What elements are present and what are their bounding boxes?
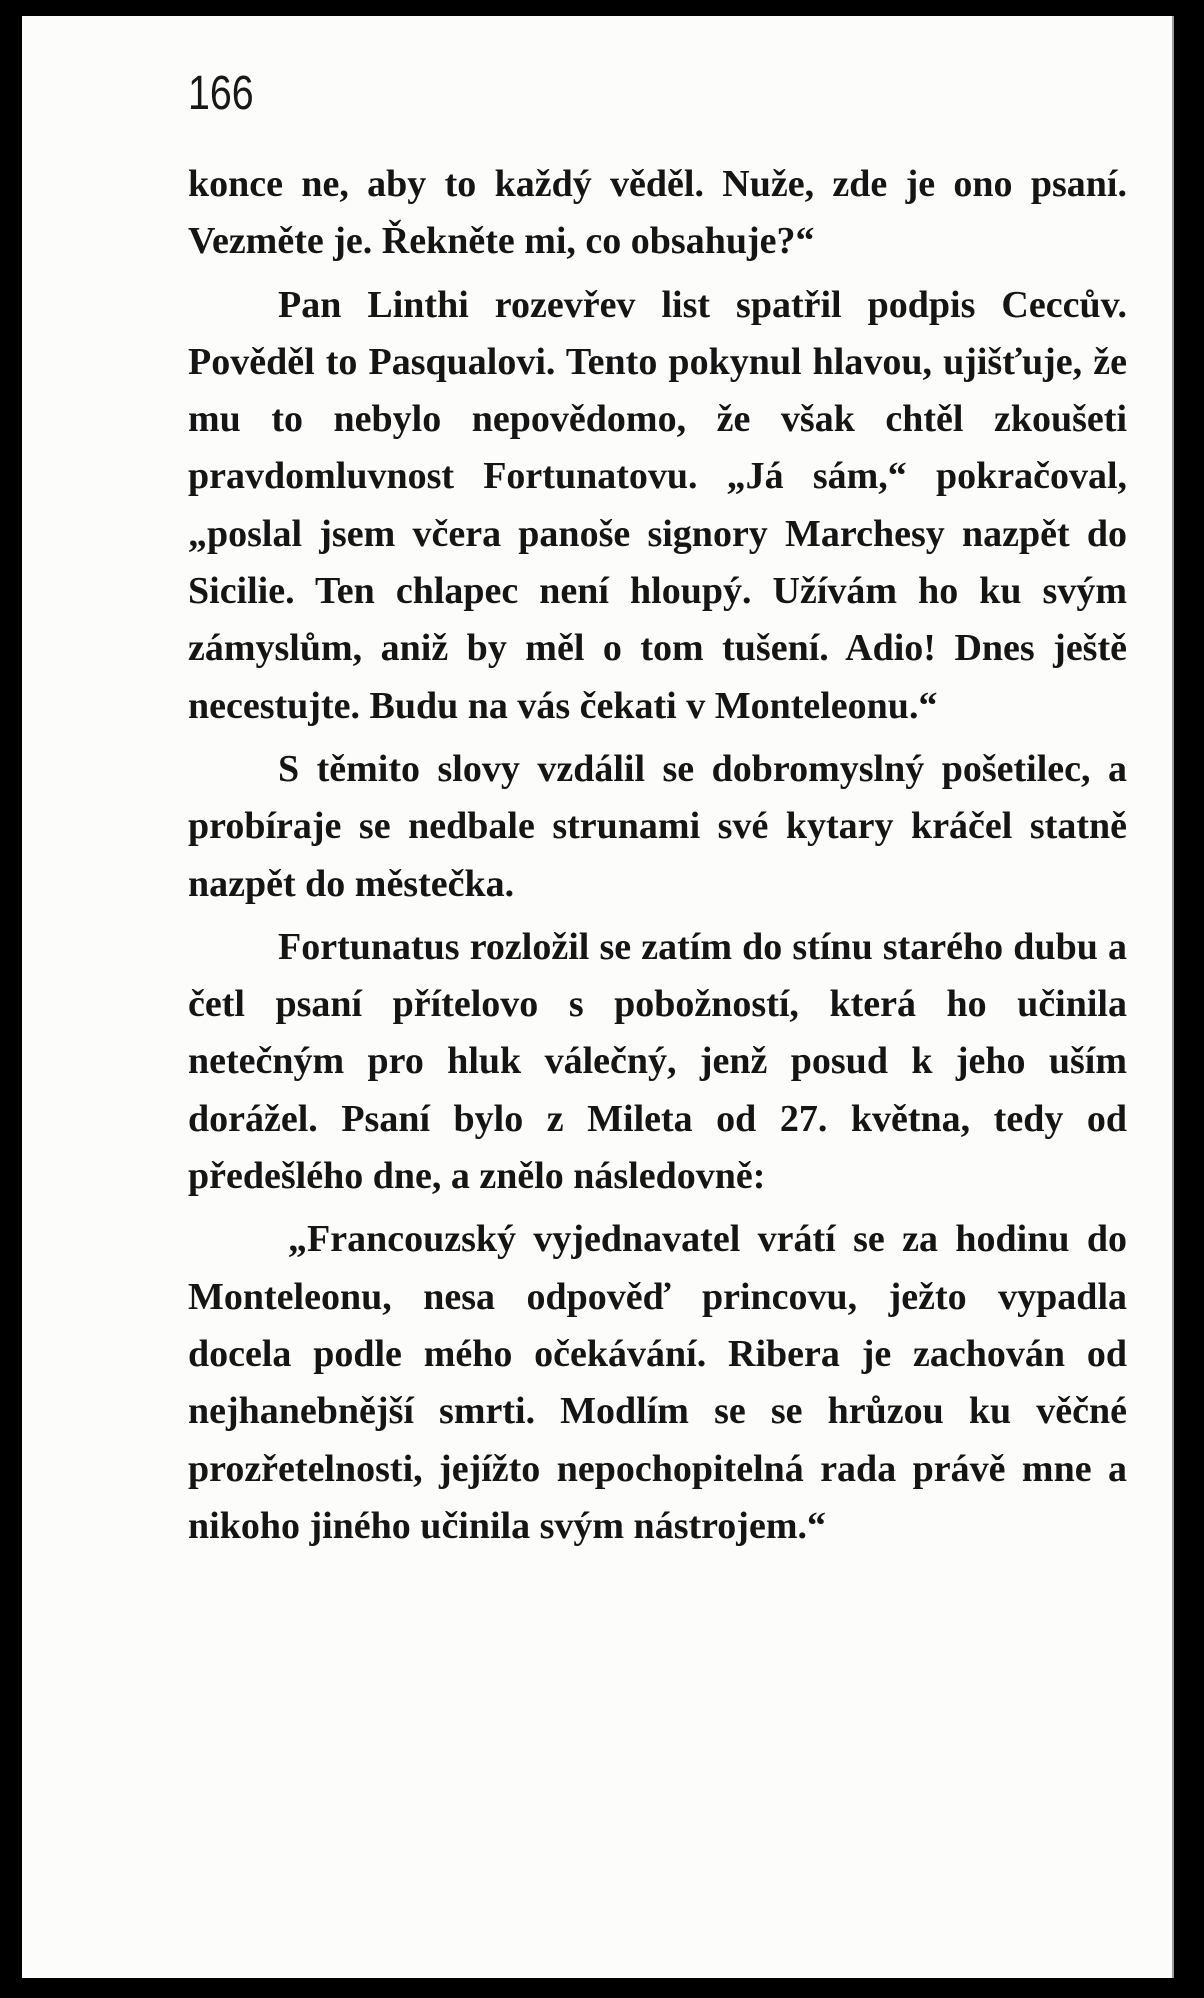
page-number: 166 (188, 67, 254, 120)
paragraph-3: S těmito slovy vzdálil se dobromyslný pošetilec, a probíraje se nedbale strunami své kytary kráčel statně nazpět do městečka. (188, 747, 1127, 905)
paragraph-2: Pan Linthi rozevřev list spatřil podpis Ceccův. Pověděl to Pasqualovi. Tento pokynul hlavou, ujišťuje, že mu to nebylo nepovědomo, že však chtěl zkoušeti pravdomluvnost Fortunatovu. „Já sám,“ pokračoval, „poslal jsem včera panoše signory Marchesy nazpět do Sicilie. Ten chlapec není hloupý. Užívám ho ku svým zámyslům, aniž by měl o tom tušení. Adio! Dnes ještě necestujte. Budu na vás čekati v Monteleonu.“ (188, 283, 1127, 727)
page-body-text (188, 156, 1127, 1555)
paragraph-1: konce ne, aby to každý věděl. Nuže, zde je ono psaní. Vezměte je. Řekněte mi, co obsahuje?“ (188, 163, 1127, 263)
paragraph-4: Fortunatus rozložil se zatím do stínu starého dubu a četl psaní přítelovo s pobožností, která ho učinila netečným pro hluk válečný, jenž posud k jeho uším dorážel. Psaní bylo z Mileta od 27. května, tedy od předešlého dne, a znělo následovně: (188, 925, 1127, 1198)
book-page (22, 16, 1174, 1978)
quoted-letter-paragraph: „Francouzský vyjednavatel vrátí se za hodinu do Monteleonu, nesa odpověď princovu, ježto vypadla docela podle mého očekávání. Ribera je zachován od nejhanebnější smrti. Modlím se se hrůzou ku věčné prozřetelnosti, jejížto nepochopitelná rada právě mne a nikoho jiného učinila svým nástrojem.“ (188, 1218, 1127, 1547)
